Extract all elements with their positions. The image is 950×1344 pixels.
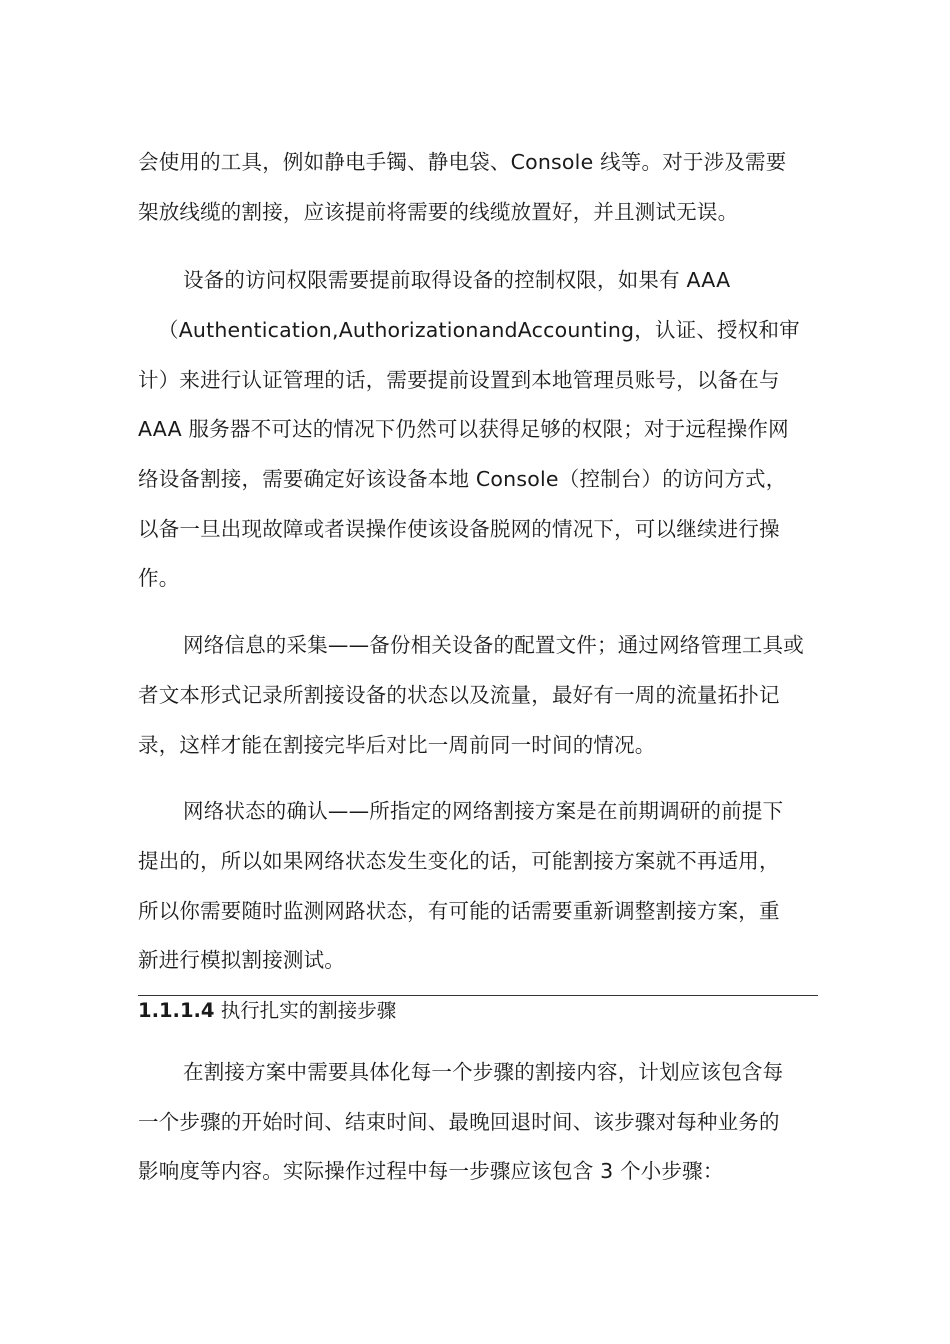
section-number: 1.1.1.4 bbox=[138, 999, 215, 1022]
paragraph-4-line-2: 提出的，所以如果网络状态发生变化的话，可能割接方案就不再适用， bbox=[138, 849, 780, 873]
paragraph-4-line-4: 新进行模拟割接测试。 bbox=[138, 948, 345, 972]
paragraph-3-line-2: 者文本形式记录所割接设备的状态以及流量，最好有一周的流量拓扑记 bbox=[138, 683, 780, 707]
paragraph-2-line-4: AAA 服务器不可达的情况下仍然可以获得足够的权限；对于远程操作网 bbox=[138, 417, 789, 441]
paragraph-2-line-5: 络设备割接，需要确定好该设备本地 Console（控制台）的访问方式， bbox=[138, 467, 787, 491]
paragraph-2-line-2: （Authentication,AuthorizationandAccounting，认证、授权和审 bbox=[158, 318, 800, 342]
section-divider bbox=[138, 995, 818, 996]
paragraph-2-line-7: 作。 bbox=[138, 566, 180, 590]
paragraph-2-line-3: 计）来进行认证管理的话，需要提前设置到本地管理员账号，以备在与 bbox=[138, 368, 780, 392]
paragraph-1-line-2: 架放线缆的割接，应该提前将需要的线缆放置好，并且测试无误。 bbox=[138, 200, 739, 224]
section-heading bbox=[138, 997, 396, 1025]
paragraph-2-line-1: 设备的访问权限需要提前取得设备的控制权限，如果有 AAA bbox=[183, 268, 731, 292]
paragraph-5-line-2: 一个步骤的开始时间、结束时间、最晚回退时间、该步骤对每种业务的 bbox=[138, 1110, 780, 1134]
paragraph-5-line-3: 影响度等内容。实际操作过程中每一步骤应该包含 3 个小步骤： bbox=[138, 1159, 724, 1183]
paragraph-5-line-1: 在割接方案中需要具体化每一个步骤的割接内容，计划应该包含每 bbox=[183, 1060, 784, 1084]
paragraph-1-line-1: 会使用的工具，例如静电手镯、静电袋、Console 线等。对于涉及需要 bbox=[138, 150, 787, 174]
paragraph-2-line-6: 以备一旦出现故障或者误操作使该设备脱网的情况下，可以继续进行操 bbox=[138, 517, 780, 541]
paragraph-3-line-1: 网络信息的采集——备份相关设备的配置文件；通过网络管理工具或 bbox=[183, 633, 804, 657]
paragraph-4-line-1: 网络状态的确认——所指定的网络割接方案是在前期调研的前提下 bbox=[183, 799, 784, 823]
paragraph-4-line-3: 所以你需要随时监测网路状态，有可能的话需要重新调整割接方案，重 bbox=[138, 899, 780, 923]
section-title: 执行扎实的割接步骤 bbox=[220, 999, 397, 1022]
paragraph-3-line-3: 录，这样才能在割接完毕后对比一周前同一时间的情况。 bbox=[138, 733, 656, 757]
